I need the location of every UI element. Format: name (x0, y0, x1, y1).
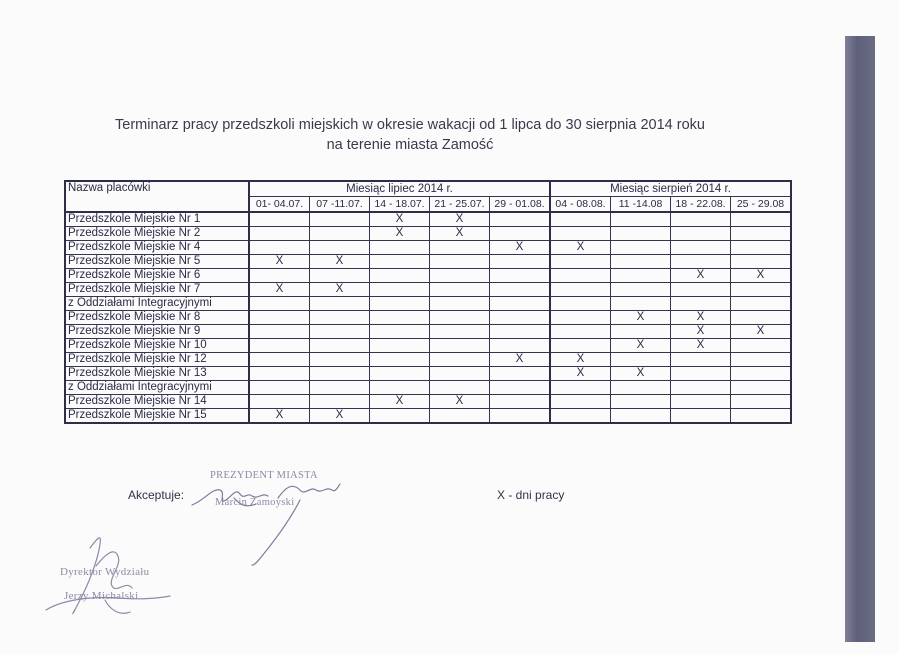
work-day-cell: X (310, 409, 370, 424)
period-header: 18 - 22.08. (671, 197, 731, 213)
institution-name: Przedszkole Miejskie Nr 6 (65, 269, 249, 283)
work-day-cell: X (671, 339, 731, 353)
work-day-cell: X (310, 255, 370, 269)
month-header-july: Miesiąc lipiec 2014 r. (249, 181, 550, 197)
work-day-cell: X (430, 227, 490, 241)
institution-name: z Oddziałami Integracyjnymi (65, 297, 249, 311)
work-day-cell: X (490, 241, 551, 255)
period-header: 11 -14.08 (611, 197, 671, 213)
work-day-cell: X (310, 283, 370, 297)
institution-name: Przedszkole Miejskie Nr 13 (65, 367, 249, 381)
stamp-director-name: Jerzy Michalski (64, 590, 139, 602)
work-day-cell: X (550, 241, 611, 255)
work-day-cell: X (370, 395, 430, 409)
title-line-2: na terenie miasta Zamość (326, 137, 494, 153)
period-header: 07 -11.07. (310, 197, 370, 213)
institution-name: Przedszkole Miejskie Nr 8 (65, 311, 249, 325)
period-header: 29 - 01.08. (490, 197, 551, 213)
name-column-header: Nazwa placówki (65, 181, 249, 212)
work-day-cell: X (671, 311, 731, 325)
work-day-cell: X (550, 367, 611, 381)
institution-name: Przedszkole Miejskie Nr 5 (65, 255, 249, 269)
institution-name: Przedszkole Miejskie Nr 2 (65, 227, 249, 241)
stamp-director-title: Dyrektor Wydziału (60, 566, 150, 578)
work-day-cell: X (249, 409, 310, 424)
institution-name: z Oddziałami Integracyjnymi (65, 381, 249, 395)
institution-name: Przedszkole Miejskie Nr 9 (65, 325, 249, 339)
legend-text: X - dni pracy (497, 488, 565, 502)
stamp-president-name: Marcin Zamoyski (215, 497, 295, 508)
president-signature (192, 484, 340, 565)
title-line-1: Terminarz pracy przedszkoli miejskich w okresie wakacji od 1 lipca do 30 sierpnia 2014 roku (115, 117, 705, 133)
institution-name: Przedszkole Miejskie Nr 12 (65, 353, 249, 367)
work-day-cell: X (430, 212, 490, 227)
work-day-cell: X (731, 325, 792, 339)
work-day-cell: X (611, 311, 671, 325)
institution-name: Przedszkole Miejskie Nr 15 (65, 409, 249, 424)
stamp-president-title: PREZYDENT MIASTA (210, 470, 318, 481)
work-day-cell: X (249, 283, 310, 297)
institution-name: Przedszkole Miejskie Nr 4 (65, 241, 249, 255)
period-header: 04 - 08.08. (550, 197, 611, 213)
work-day-cell: X (671, 325, 731, 339)
work-day-cell: X (611, 339, 671, 353)
work-day-cell: X (550, 353, 611, 367)
work-day-cell: X (430, 395, 490, 409)
director-signature (46, 538, 170, 614)
work-day-cell: X (611, 367, 671, 381)
work-day-cell: X (370, 227, 430, 241)
accept-label: Akceptuje: (128, 488, 185, 502)
work-day-cell: X (731, 269, 792, 283)
period-header: 14 - 18.07. (370, 197, 430, 213)
period-header: 21 - 25.07. (430, 197, 490, 213)
work-day-cell: X (490, 353, 551, 367)
institution-name: Przedszkole Miejskie Nr 14 (65, 395, 249, 409)
work-day-cell: X (249, 255, 310, 269)
period-header: 01- 04.07. (249, 197, 310, 213)
institution-name: Przedszkole Miejskie Nr 1 (65, 212, 249, 227)
institution-name: Przedszkole Miejskie Nr 10 (65, 339, 249, 353)
work-day-cell: X (370, 212, 430, 227)
period-header: 25 - 29.08 (731, 197, 792, 213)
month-header-august: Miesiąc sierpień 2014 r. (550, 181, 791, 197)
work-day-cell: X (671, 269, 731, 283)
institution-name: Przedszkole Miejskie Nr 7 (65, 283, 249, 297)
